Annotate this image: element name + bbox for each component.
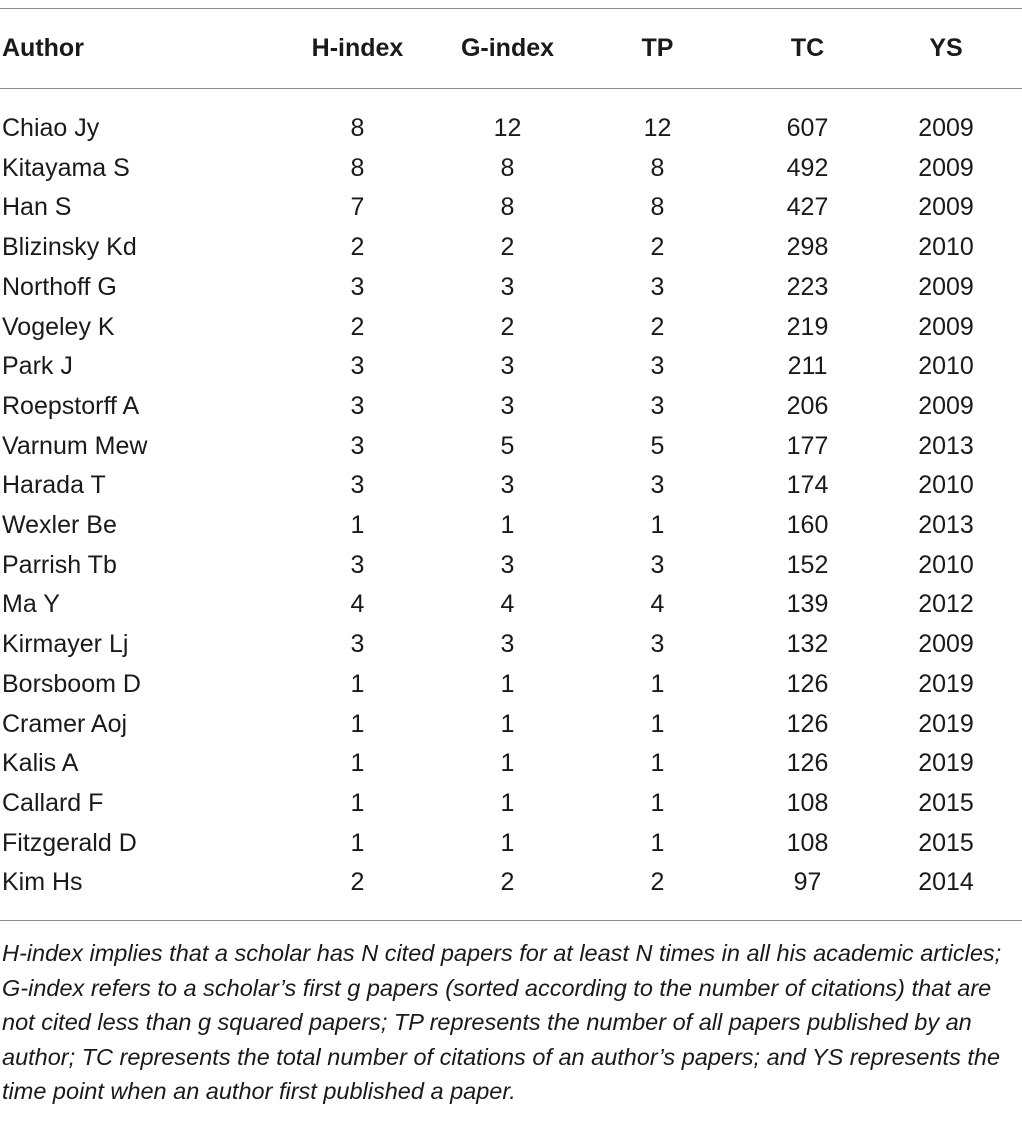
cell-author: Kalis A [2, 749, 79, 778]
cell-tc: 206 [786, 391, 829, 420]
cell-tp: 1 [650, 709, 665, 738]
cell-g-index: 3 [500, 272, 515, 301]
table-body [0, 88, 1022, 903]
cell-ys: 2013 [918, 431, 974, 460]
cell-g-index: 3 [500, 630, 515, 659]
cell-author: Kirmayer Lj [2, 630, 129, 659]
cell-tp: 8 [650, 193, 665, 222]
cell-author: Kitayama S [2, 153, 130, 182]
cell-author: Chiao Jy [2, 114, 100, 142]
cell-h-index: 7 [350, 193, 365, 222]
cell-ys: 2010 [918, 550, 974, 579]
cell-tc: 174 [786, 471, 829, 500]
cell-tc: 132 [786, 630, 829, 659]
cell-tp: 1 [650, 828, 665, 857]
header-tc: TC [790, 33, 825, 62]
table-row [0, 347, 1022, 387]
cell-h-index: 3 [350, 471, 365, 500]
cell-tc: 97 [793, 868, 822, 897]
cell-author: Parrish Tb [2, 550, 117, 579]
cell-author: Callard F [2, 788, 104, 817]
cell-ys: 2009 [918, 114, 974, 142]
cell-tc: 223 [786, 272, 829, 301]
table-row [0, 744, 1022, 784]
table-row [0, 387, 1022, 427]
header-tp: TP [641, 33, 674, 62]
cell-tc: 126 [786, 669, 829, 698]
cell-tc: 427 [786, 193, 829, 222]
cell-ys: 2010 [918, 471, 974, 500]
cell-ys: 2009 [918, 391, 974, 420]
cell-author: Roepstorff A [2, 391, 140, 420]
header-h-index: H-index [311, 33, 404, 62]
cell-h-index: 3 [350, 550, 365, 579]
cell-tc: 139 [786, 590, 829, 619]
cell-g-index: 3 [500, 391, 515, 420]
table-bottom-rule [0, 920, 1022, 921]
cell-h-index: 3 [350, 630, 365, 659]
cell-h-index: 4 [350, 590, 365, 619]
table-row [0, 784, 1022, 824]
cell-tp: 5 [650, 431, 665, 460]
table-row [0, 863, 1022, 903]
cell-ys: 2009 [918, 272, 974, 301]
cell-tp: 4 [650, 590, 665, 619]
cell-tp: 1 [650, 511, 665, 540]
cell-g-index: 3 [500, 471, 515, 500]
header-author: Author [2, 33, 84, 62]
table-row [0, 88, 1022, 149]
cell-ys: 2013 [918, 511, 974, 540]
cell-author: Northoff G [2, 272, 117, 301]
table-row [0, 625, 1022, 665]
cell-author: Varnum Mew [2, 431, 148, 460]
table-row [0, 308, 1022, 348]
cell-ys: 2012 [918, 590, 974, 619]
cell-g-index: 1 [500, 669, 515, 698]
cell-tp: 1 [650, 669, 665, 698]
cell-h-index: 1 [350, 749, 365, 778]
cell-tp: 3 [650, 391, 665, 420]
cell-tc: 126 [786, 749, 829, 778]
cell-g-index: 1 [500, 749, 515, 778]
cell-ys: 2010 [918, 233, 974, 262]
cell-h-index: 1 [350, 788, 365, 817]
cell-g-index: 1 [500, 511, 515, 540]
table-row [0, 188, 1022, 228]
cell-tc: 108 [786, 788, 829, 817]
cell-h-index: 1 [350, 828, 365, 857]
cell-h-index: 3 [350, 391, 365, 420]
table-row [0, 546, 1022, 586]
cell-ys: 2009 [918, 193, 974, 222]
cell-author: Kim Hs [2, 868, 83, 897]
cell-tp: 3 [650, 272, 665, 301]
cell-g-index: 1 [500, 828, 515, 857]
table-row [0, 149, 1022, 189]
cell-author: Wexler Be [2, 511, 117, 540]
cell-author: Blizinsky Kd [2, 233, 137, 262]
cell-author: Park J [2, 352, 73, 381]
cell-author: Harada T [2, 471, 106, 500]
table-row [0, 506, 1022, 546]
cell-ys: 2019 [918, 709, 974, 738]
cell-h-index: 2 [350, 233, 365, 262]
cell-h-index: 3 [350, 272, 365, 301]
cell-tp: 3 [650, 550, 665, 579]
cell-tc: 152 [786, 550, 829, 579]
cell-g-index: 12 [493, 114, 522, 142]
cell-ys: 2015 [918, 788, 974, 817]
cell-tp: 3 [650, 630, 665, 659]
table-footnote: H-index implies that a scholar has N cited papers for at least N times in all his academic articles; G-index refers to a scholar’s first g papers (sorted according to the number of citations) that are not cited less than g squared papers; TP represents the number of all papers published by an author; TC represents the total number of citations of an author’s papers; and YS represents the time point when an author first published a paper. [2, 940, 1002, 1104]
cell-author: Vogeley K [2, 312, 115, 341]
cell-author: Borsboom D [2, 669, 141, 698]
cell-ys: 2014 [918, 868, 974, 897]
cell-h-index: 8 [350, 114, 365, 142]
cell-tp: 3 [650, 352, 665, 381]
cell-h-index: 1 [350, 511, 365, 540]
cell-g-index: 8 [500, 153, 515, 182]
cell-ys: 2009 [918, 630, 974, 659]
cell-tc: 492 [786, 153, 829, 182]
cell-ys: 2009 [918, 312, 974, 341]
cell-tp: 2 [650, 233, 665, 262]
cell-h-index: 3 [350, 431, 365, 460]
table-header-row [0, 8, 1022, 88]
cell-g-index: 1 [500, 709, 515, 738]
cell-ys: 2015 [918, 828, 974, 857]
cell-author: Cramer Aoj [2, 709, 128, 738]
cell-g-index: 2 [500, 233, 515, 262]
cell-author: Han S [2, 193, 72, 222]
header-ys: YS [929, 33, 963, 62]
cell-h-index: 1 [350, 709, 365, 738]
cell-tp: 8 [650, 153, 665, 182]
table-row [0, 665, 1022, 705]
table-row [0, 585, 1022, 625]
cell-ys: 2019 [918, 669, 974, 698]
author-metrics-table [0, 8, 1022, 903]
cell-h-index: 2 [350, 312, 365, 341]
cell-g-index: 2 [500, 868, 515, 897]
cell-author: Ma Y [2, 590, 60, 619]
cell-g-index: 4 [500, 590, 515, 619]
cell-g-index: 3 [500, 352, 515, 381]
cell-tp: 12 [643, 114, 672, 142]
cell-tc: 126 [786, 709, 829, 738]
cell-g-index: 8 [500, 193, 515, 222]
cell-tc: 219 [786, 312, 829, 341]
cell-ys: 2009 [918, 153, 974, 182]
table-row [0, 705, 1022, 745]
cell-tp: 3 [650, 471, 665, 500]
cell-ys: 2010 [918, 352, 974, 381]
cell-h-index: 2 [350, 868, 365, 897]
cell-tp: 2 [650, 312, 665, 341]
cell-tc: 298 [786, 233, 829, 262]
cell-h-index: 3 [350, 352, 365, 381]
cell-tc: 177 [786, 431, 829, 460]
cell-tp: 2 [650, 868, 665, 897]
table-row [0, 427, 1022, 467]
table-row [0, 228, 1022, 268]
cell-g-index: 1 [500, 788, 515, 817]
cell-g-index: 2 [500, 312, 515, 341]
table-row [0, 268, 1022, 308]
cell-author: Fitzgerald D [2, 828, 137, 857]
header-g-index: G-index [460, 33, 555, 62]
cell-g-index: 3 [500, 550, 515, 579]
cell-tp: 1 [650, 749, 665, 778]
table-row [0, 824, 1022, 864]
cell-h-index: 1 [350, 669, 365, 698]
cell-tc: 108 [786, 828, 829, 857]
cell-tc: 211 [787, 352, 828, 381]
cell-tc: 607 [786, 114, 829, 142]
cell-tp: 1 [650, 788, 665, 817]
cell-ys: 2019 [918, 749, 974, 778]
cell-g-index: 5 [500, 431, 515, 460]
cell-tc: 160 [786, 511, 829, 540]
cell-h-index: 8 [350, 153, 365, 182]
table-row [0, 466, 1022, 506]
